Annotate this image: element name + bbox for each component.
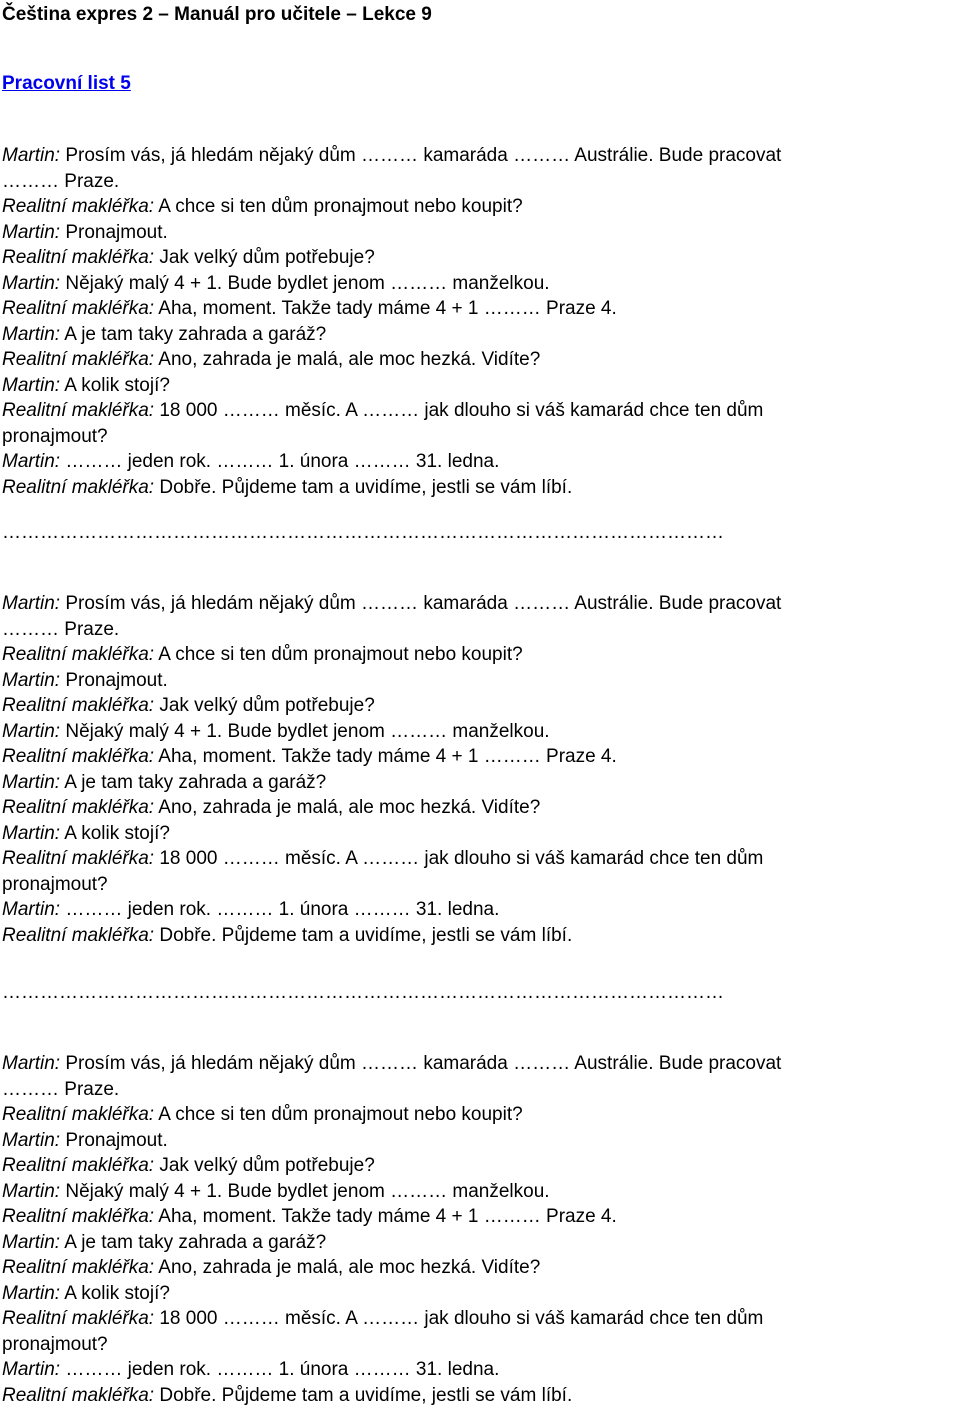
dialogue-line [2,322,958,348]
dialogue-line [2,591,958,617]
speaker-label: Realitní makléřka: [2,797,154,818]
separator-dots: …………………………………………………………………………………………………… [2,521,958,545]
dialogue-line [2,1383,958,1408]
speaker-label: Realitní makléřka: [2,1385,154,1406]
speaker-label: Realitní makléřka: [2,644,154,665]
speaker-label: Martin: [2,772,60,793]
dialogue-line [2,1128,958,1154]
line-text: Prosím vás, já hledám nějaký dům ……… kamaráda ……… Austrálie. Bude pracovat [60,1053,781,1074]
line-text: Jak velký dům potřebuje? [154,247,375,268]
dialogue-line [2,1281,958,1307]
line-text: ……… Praze. [2,1079,119,1100]
dialogue-line [2,1153,958,1179]
speaker-label: Martin: [2,324,60,345]
speaker-label: Realitní makléřka: [2,477,154,498]
speaker-label: Realitní makléřka: [2,1308,154,1329]
speaker-label: Realitní makléřka: [2,695,154,716]
line-text: ……… Praze. [2,171,119,192]
dialogue-line [2,449,958,475]
document-header: Čeština expres 2 – Manuál pro učitele – Lekce 9 [2,3,432,27]
line-text: pronajmout? [2,874,108,895]
line-text: A kolik stojí? [60,823,170,844]
dialogue-line [2,923,958,949]
dialogue-line [2,642,958,668]
dialogue-line [2,194,958,220]
speaker-label: Realitní makléřka: [2,247,154,268]
line-text: Dobře. Půjdeme tam a uvidíme, jestli se vám líbí. [154,925,572,946]
dialogue-line [2,668,958,694]
worksheet-link[interactable]: Pracovní list 5 [2,72,131,96]
speaker-label: Realitní makléřka: [2,1206,154,1227]
line-text: A kolik stojí? [60,375,170,396]
line-text: A chce si ten dům pronajmout nebo koupit? [154,196,523,217]
dialogue-line [2,1306,958,1332]
line-text: A je tam taky zahrada a garáž? [60,772,326,793]
speaker-label: Martin: [2,1130,60,1151]
speaker-label: Realitní makléřka: [2,196,154,217]
line-text: ……… jeden rok. ……… 1. února ……… 31. ledna. [60,451,499,472]
dialogue-line [2,1332,958,1358]
speaker-label: Martin: [2,273,60,294]
dialogue-line [2,846,958,872]
dialogue-line [2,220,958,246]
speaker-label: Realitní makléřka: [2,1257,154,1278]
line-text: A je tam taky zahrada a garáž? [60,1232,326,1253]
dialogue-line [2,1230,958,1256]
line-text: Dobře. Půjdeme tam a uvidíme, jestli se vám líbí. [154,477,572,498]
line-text: A chce si ten dům pronajmout nebo koupit? [154,1104,523,1125]
dialogue-line [2,617,958,643]
line-text: Prosím vás, já hledám nějaký dům ……… kamaráda ……… Austrálie. Bude pracovat [60,145,781,166]
dialogue-line [2,744,958,770]
dialogue-line [2,271,958,297]
line-text: Jak velký dům potřebuje? [154,695,375,716]
dialogue-line [2,693,958,719]
dialogue-line [2,719,958,745]
line-text: Pronajmout. [60,1130,168,1151]
speaker-label: Realitní makléřka: [2,349,154,370]
dialogue-line [2,770,958,796]
line-text: 18 000 ……… měsíc. A ……… jak dlouho si váš kamarád chce ten dům [154,848,763,869]
line-text: Pronajmout. [60,222,168,243]
dialogue-line [2,821,958,847]
line-text: Aha, moment. Takže tady máme 4 + 1 ……… Praze 4. [154,298,617,319]
dialogue-line [2,169,958,195]
speaker-label: Realitní makléřka: [2,848,154,869]
speaker-label: Martin: [2,1283,60,1304]
dialogue-line [2,475,958,501]
dialogue-block [2,143,958,500]
line-text: 18 000 ……… měsíc. A ……… jak dlouho si váš kamarád chce ten dům [154,1308,763,1329]
line-text: Nějaký malý 4 + 1. Bude bydlet jenom ……… manželkou. [60,1181,549,1202]
line-text: pronajmout? [2,426,108,447]
dialogue-line [2,347,958,373]
dialogue-line [2,1204,958,1230]
speaker-label: Martin: [2,823,60,844]
dialogue-block [2,591,958,948]
line-text: 18 000 ……… měsíc. A ……… jak dlouho si váš kamarád chce ten dům [154,400,763,421]
dialogue-line [2,1051,958,1077]
dialogue-line [2,1077,958,1103]
line-text: pronajmout? [2,1334,108,1355]
dialogue-line [2,1357,958,1383]
speaker-label: Martin: [2,721,60,742]
dialogue-line [2,373,958,399]
line-text: ……… Praze. [2,619,119,640]
separator-dots: …………………………………………………………………………………………………… [2,981,958,1005]
speaker-label: Realitní makléřka: [2,746,154,767]
line-text: Ano, zahrada je malá, ale moc hezká. Vidíte? [154,797,540,818]
dialogue-block [2,1051,958,1408]
line-text: Aha, moment. Takže tady máme 4 + 1 ……… Praze 4. [154,746,617,767]
line-text: Dobře. Půjdeme tam a uvidíme, jestli se vám líbí. [154,1385,572,1406]
dialogue-line [2,424,958,450]
dialogue-line [2,143,958,169]
speaker-label: Martin: [2,1053,60,1074]
line-text: A je tam taky zahrada a garáž? [60,324,326,345]
line-text: ……… jeden rok. ……… 1. února ……… 31. ledna. [60,1359,499,1380]
line-text: ……… jeden rok. ……… 1. února ……… 31. ledna. [60,899,499,920]
line-text: Pronajmout. [60,670,168,691]
dialogue-line [2,872,958,898]
dialogue-line [2,245,958,271]
dialogue-line [2,1255,958,1281]
line-text: A chce si ten dům pronajmout nebo koupit? [154,644,523,665]
dialogue-line [2,296,958,322]
line-text: Jak velký dům potřebuje? [154,1155,375,1176]
speaker-label: Realitní makléřka: [2,1104,154,1125]
speaker-label: Martin: [2,899,60,920]
line-text: Ano, zahrada je malá, ale moc hezká. Vidíte? [154,349,540,370]
speaker-label: Martin: [2,593,60,614]
line-text: Aha, moment. Takže tady máme 4 + 1 ……… Praze 4. [154,1206,617,1227]
line-text: Nějaký malý 4 + 1. Bude bydlet jenom ……… manželkou. [60,721,549,742]
speaker-label: Realitní makléřka: [2,298,154,319]
speaker-label: Martin: [2,1232,60,1253]
line-text: Nějaký malý 4 + 1. Bude bydlet jenom ……… manželkou. [60,273,549,294]
speaker-label: Martin: [2,451,60,472]
dialogue-line [2,398,958,424]
speaker-label: Realitní makléřka: [2,925,154,946]
line-text: Ano, zahrada je malá, ale moc hezká. Vidíte? [154,1257,540,1278]
speaker-label: Martin: [2,375,60,396]
speaker-label: Realitní makléřka: [2,400,154,421]
dialogue-line [2,1102,958,1128]
line-text: Prosím vás, já hledám nějaký dům ……… kamaráda ……… Austrálie. Bude pracovat [60,593,781,614]
line-text: A kolik stojí? [60,1283,170,1304]
speaker-label: Martin: [2,222,60,243]
dialogue-line [2,1179,958,1205]
dialogue-line [2,897,958,923]
speaker-label: Martin: [2,1359,60,1380]
speaker-label: Martin: [2,670,60,691]
speaker-label: Martin: [2,1181,60,1202]
speaker-label: Realitní makléřka: [2,1155,154,1176]
speaker-label: Martin: [2,145,60,166]
dialogue-line [2,795,958,821]
